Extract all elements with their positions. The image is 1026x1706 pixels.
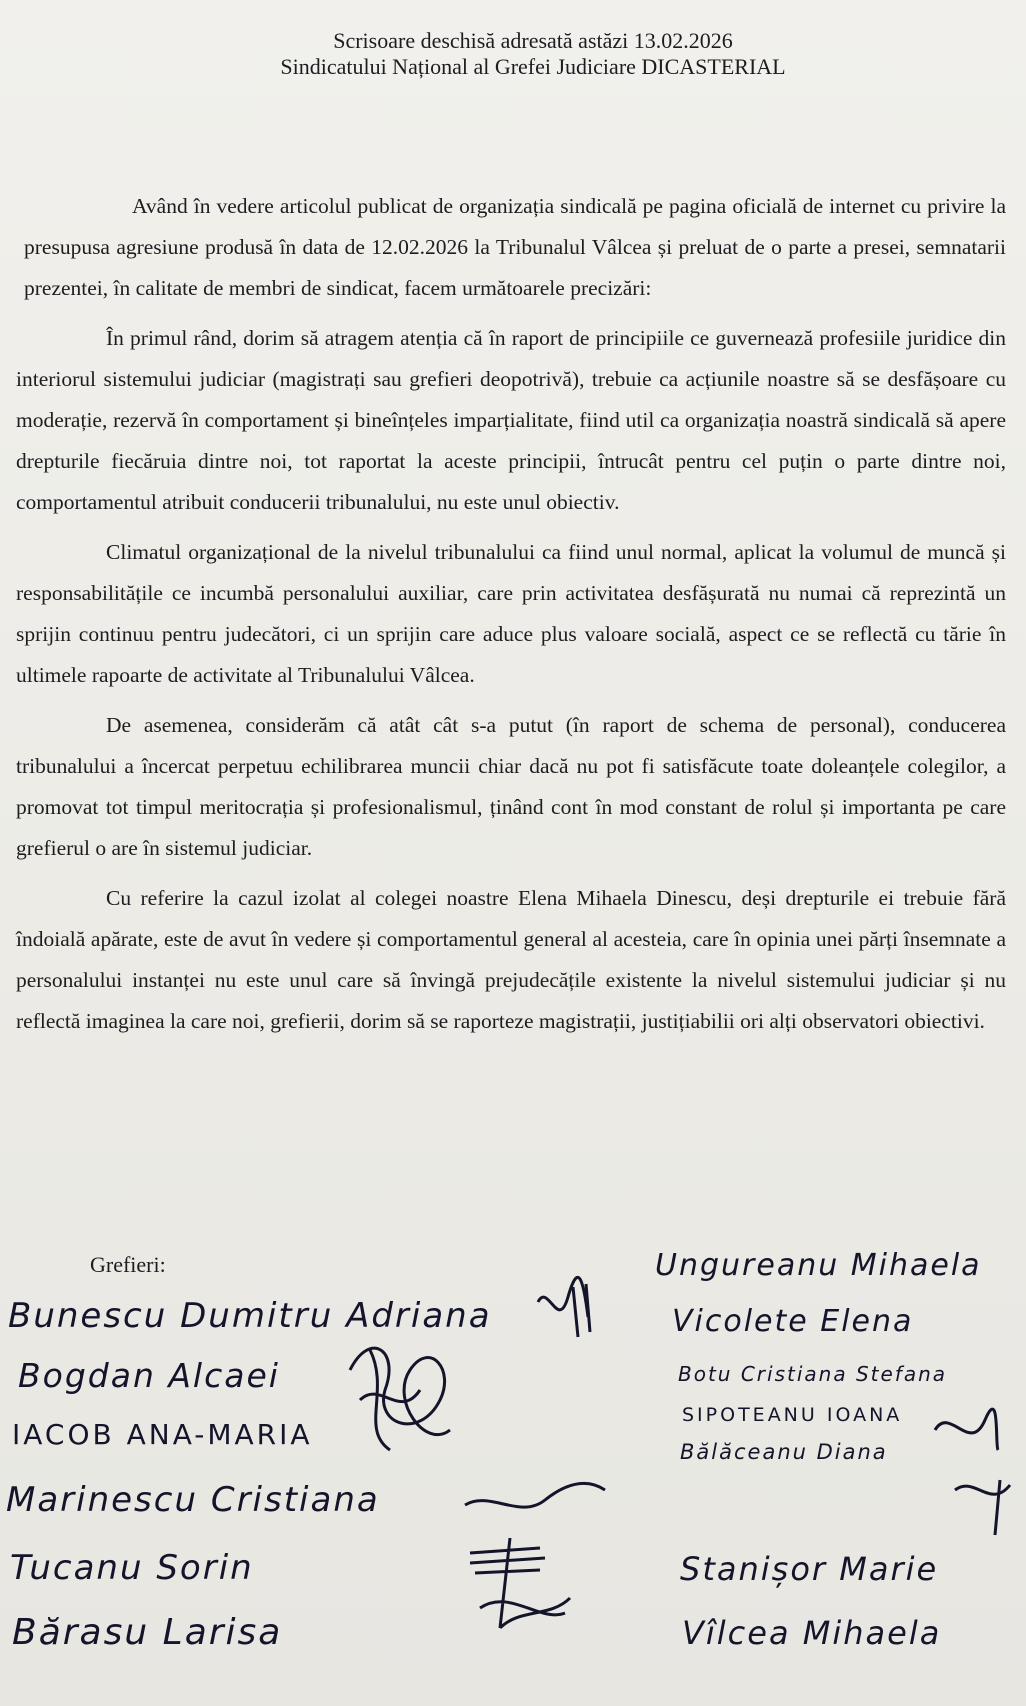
letter-body <box>16 186 1006 1051</box>
signature-left-1: Bunescu Dumitru Adriana <box>8 1296 492 1336</box>
signature-right-1: Ungureanu Mihaela <box>655 1248 982 1283</box>
signature-right-2: Vicolete Elena <box>672 1304 914 1339</box>
paragraph-2: În primul rând, dorim să atragem atenția că în raport de principiile ce guvernează profesiile juridice din interiorul sistemului judiciar (magistrați sau grefieri deopotrivă), trebuie ca acțiunile noastre să se desfășoare cu moderație, rezervă în comportament și bineînțeles imparțialitate, fiind util ca organizația noastră sindicală să apere drepturile fiecăruia dintre noi, tot raportat la aceste principii, întrucât pentru cel puțin o parte dintre noi, comportamentul atribuit conducerii tribunalului, nu este unul obiectiv. <box>16 326 1006 514</box>
document-header <box>0 28 1026 80</box>
paragraph-4: De asemenea, considerăm că atât cât s-a putut (în raport de schema de personal), conducerea tribunalului a încercat perpetuu echilibrarea muncii chiar dacă nu pot fi satisfăcute toate doleanțele colegilor, a promovat tot timpul meritocrația și profesionalismul, ținând cont în mod constant de rolul și importanta pe care grefierul o are în sistemul judiciar. <box>16 713 1006 860</box>
signature-left-6: Bărasu Larisa <box>12 1612 283 1653</box>
signature-right-4: SIPOTEANU IOANA <box>682 1404 903 1426</box>
signature-right-5: Bălăceanu Diana <box>680 1440 888 1464</box>
paragraph-1: Având în vedere articolul publicat de organizația sindicală pe pagina oficială de internet cu privire la presupusa agresiune produsă în data de 12.02.2026 la Tribunalul Vâlcea și preluat de o parte a presei, semnatarii prezentei, în calitate de membri de sindicat, facem următoarele precizări: <box>24 194 1006 300</box>
signature-scribble-5 <box>930 1400 1000 1460</box>
signature-scribble-3 <box>460 1470 610 1530</box>
signatures-label: Grefieri: <box>90 1252 166 1277</box>
signature-right-6: Stanișor Marie <box>680 1550 939 1588</box>
signature-left-3: IACOB ANA-MARIA <box>12 1418 313 1451</box>
paragraph-5: Cu referire la cazul izolat al colegei noastre Elena Mihaela Dinescu, deși drepturile ei trebuie fără îndoială apărate, este de avut în vedere și comportamentul general al acesteia, care în opinia unei părți însemnate a personalului instanței nu este unul care să învingă prejudecățile existente la nivelul sistemului judiciar și nu reflectă imaginea la care noi, grefierii, dorim să se raporteze magistrații, justițiabilii ori alți observatori obiectivi. <box>16 886 1006 1033</box>
header-line-2: Sindicatului Național al Grefei Judiciare DICASTERIAL <box>280 54 786 79</box>
signature-scribble-6 <box>950 1470 1020 1540</box>
header-line-1: Scrisoare deschisă adresată astăzi 13.02.2026 <box>333 28 733 53</box>
signature-scribble-4 <box>460 1528 580 1638</box>
signature-left-2: Bogdan Alcaei <box>18 1356 280 1395</box>
signature-right-7: Vîlcea Mihaela <box>682 1614 942 1652</box>
signature-scribble-1 <box>528 1272 608 1342</box>
signature-right-3: Botu Cristiana Stefana <box>678 1362 948 1386</box>
paragraph-3: Climatul organizațional de la nivelul tribunalului ca fiind unul normal, aplicat la volumul de muncă și responsabilitățile ce incumbă personalului auxiliar, care prin activitatea desfășurată nu numai că reprezintă un sprijin continuu pentru judecători, ci un sprijin care aduce plus valoare socială, aspect ce se reflectă cu tărie în ultimele rapoarte de activitate al Tribunalului Vâlcea. <box>16 540 1006 687</box>
signature-left-5: Tucanu Sorin <box>10 1548 254 1588</box>
signature-scribble-2 <box>330 1330 470 1460</box>
signature-left-4: Marinescu Cristiana <box>6 1480 380 1520</box>
